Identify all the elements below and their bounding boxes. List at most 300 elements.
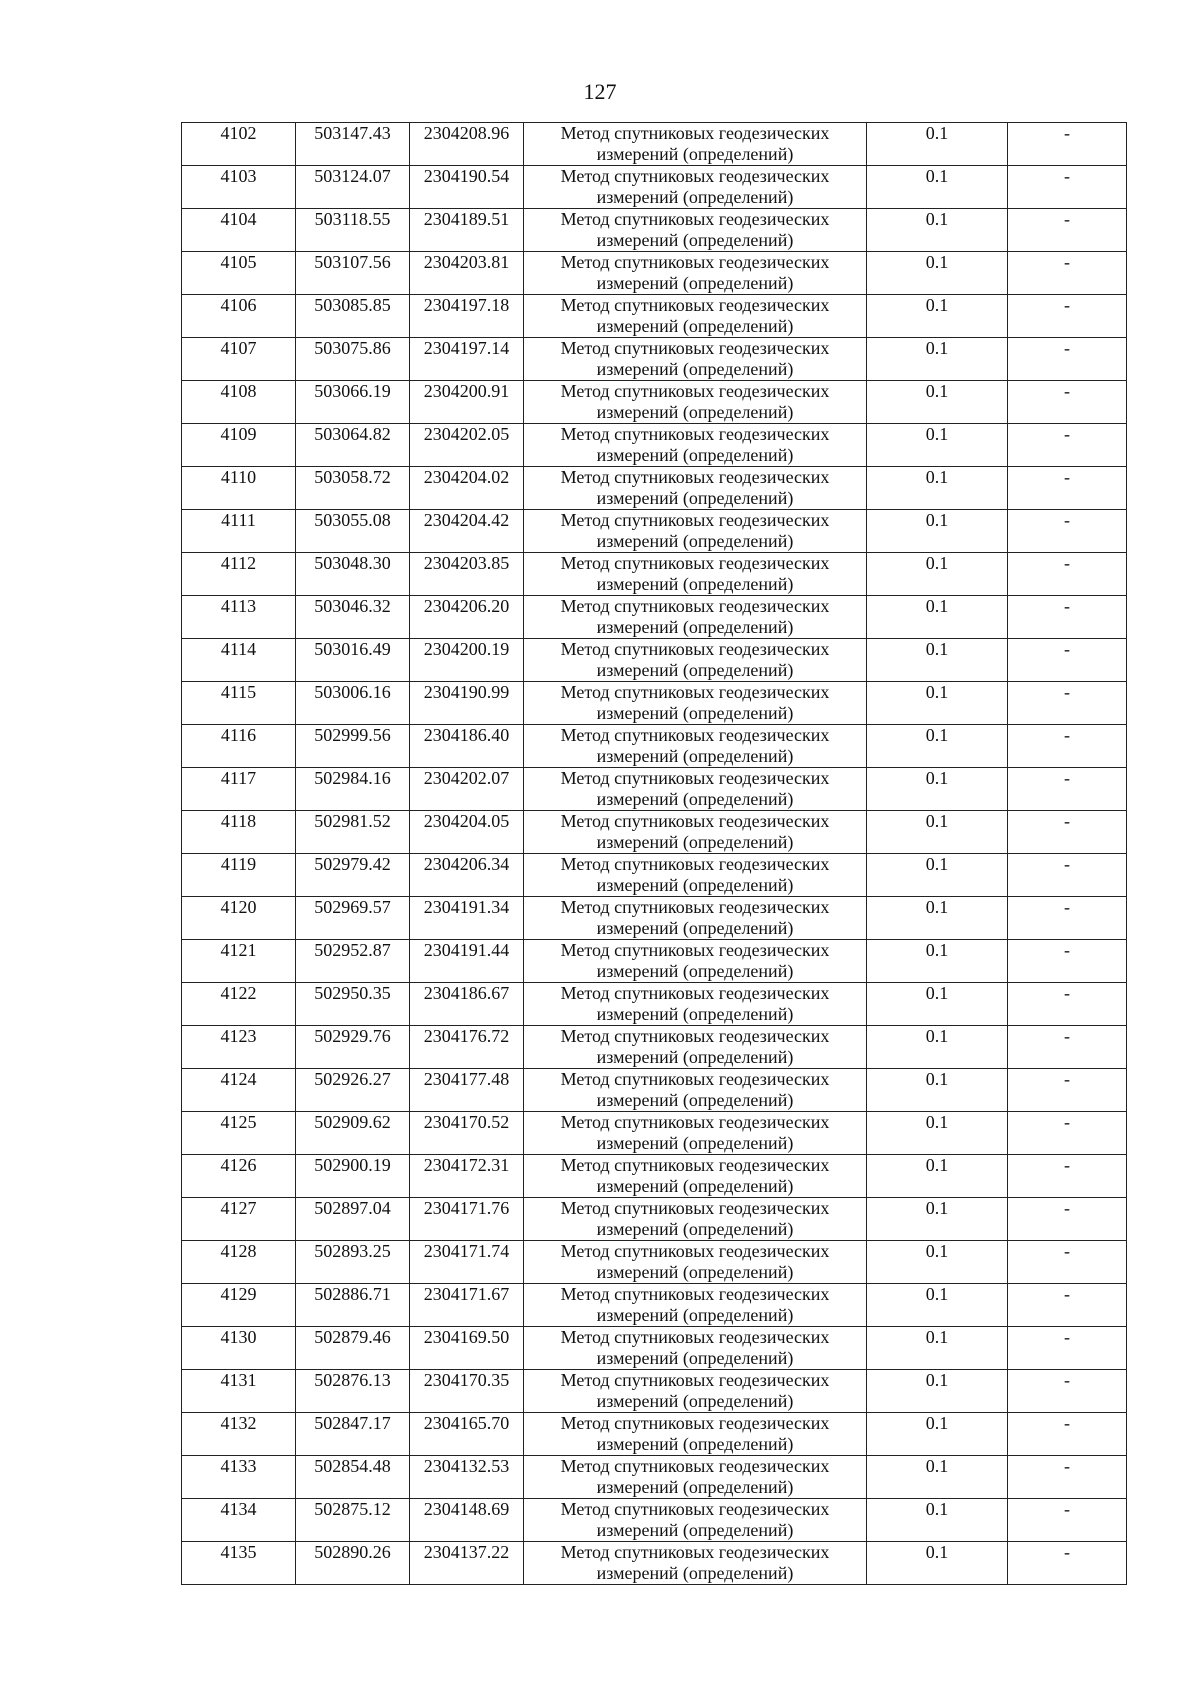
y-coordinate-cell: 2304132.53 — [410, 1456, 524, 1499]
method-line-2: измерений (определений) — [596, 1219, 794, 1239]
method-cell — [524, 940, 867, 983]
accuracy-cell: 0.1 — [867, 510, 1008, 553]
y-coordinate-cell: 2304165.70 — [410, 1413, 524, 1456]
table-row — [182, 553, 1127, 596]
point-number-cell: 4107 — [182, 338, 296, 381]
table-row — [182, 983, 1127, 1026]
table-row — [182, 123, 1127, 166]
accuracy-cell: 0.1 — [867, 1155, 1008, 1198]
method-line-1: Метод спутниковых геодезических — [560, 1456, 830, 1476]
method-line-2: измерений (определений) — [596, 574, 794, 594]
method-cell — [524, 166, 867, 209]
method-cell — [524, 510, 867, 553]
point-number-cell: 4131 — [182, 1370, 296, 1413]
accuracy-cell: 0.1 — [867, 252, 1008, 295]
method-cell — [524, 1198, 867, 1241]
table-row — [182, 854, 1127, 897]
y-coordinate-cell: 2304203.85 — [410, 553, 524, 596]
method-line-1: Метод спутниковых геодезических — [560, 252, 830, 272]
method-line-1: Метод спутниковых геодезических — [560, 295, 830, 315]
method-line-1: Метод спутниковых геодезических — [560, 725, 830, 745]
x-coordinate-cell: 503107.56 — [296, 252, 410, 295]
table-row — [182, 1026, 1127, 1069]
x-coordinate-cell: 503118.55 — [296, 209, 410, 252]
method-line-2: измерений (определений) — [596, 1434, 794, 1454]
note-cell: - — [1008, 123, 1127, 166]
note-cell: - — [1008, 897, 1127, 940]
point-number-cell: 4103 — [182, 166, 296, 209]
accuracy-cell: 0.1 — [867, 553, 1008, 596]
y-coordinate-cell: 2304190.99 — [410, 682, 524, 725]
method-line-1: Метод спутниковых геодезических — [560, 1069, 830, 1089]
note-cell: - — [1008, 381, 1127, 424]
point-number-cell: 4106 — [182, 295, 296, 338]
method-cell — [524, 1327, 867, 1370]
table-row — [182, 1370, 1127, 1413]
accuracy-cell: 0.1 — [867, 1370, 1008, 1413]
point-number-cell: 4129 — [182, 1284, 296, 1327]
y-coordinate-cell: 2304206.20 — [410, 596, 524, 639]
x-coordinate-cell: 502929.76 — [296, 1026, 410, 1069]
table-row — [182, 1413, 1127, 1456]
accuracy-cell: 0.1 — [867, 983, 1008, 1026]
y-coordinate-cell: 2304203.81 — [410, 252, 524, 295]
accuracy-cell: 0.1 — [867, 725, 1008, 768]
y-coordinate-cell: 2304172.31 — [410, 1155, 524, 1198]
method-cell — [524, 897, 867, 940]
x-coordinate-cell: 503147.43 — [296, 123, 410, 166]
note-cell: - — [1008, 338, 1127, 381]
y-coordinate-cell: 2304169.50 — [410, 1327, 524, 1370]
method-cell — [524, 1112, 867, 1155]
method-cell — [524, 1155, 867, 1198]
point-number-cell: 4121 — [182, 940, 296, 983]
y-coordinate-cell: 2304208.96 — [410, 123, 524, 166]
method-line-2: измерений (определений) — [596, 230, 794, 250]
method-line-1: Метод спутниковых геодезических — [560, 381, 830, 401]
y-coordinate-cell: 2304197.14 — [410, 338, 524, 381]
x-coordinate-cell: 503058.72 — [296, 467, 410, 510]
note-cell: - — [1008, 1327, 1127, 1370]
method-line-2: измерений (определений) — [596, 832, 794, 852]
method-cell — [524, 811, 867, 854]
accuracy-cell: 0.1 — [867, 596, 1008, 639]
x-coordinate-cell: 502981.52 — [296, 811, 410, 854]
note-cell: - — [1008, 166, 1127, 209]
point-number-cell: 4130 — [182, 1327, 296, 1370]
method-line-1: Метод спутниковых геодезических — [560, 1370, 830, 1390]
note-cell: - — [1008, 1499, 1127, 1542]
point-number-cell: 4115 — [182, 682, 296, 725]
x-coordinate-cell: 502854.48 — [296, 1456, 410, 1499]
method-line-1: Метод спутниковых геодезических — [560, 639, 830, 659]
point-number-cell: 4111 — [182, 510, 296, 553]
method-cell — [524, 467, 867, 510]
method-cell — [524, 768, 867, 811]
point-number-cell: 4127 — [182, 1198, 296, 1241]
point-number-cell: 4123 — [182, 1026, 296, 1069]
method-line-1: Метод спутниковых геодезических — [560, 1542, 830, 1562]
table-row — [182, 1327, 1127, 1370]
x-coordinate-cell: 503124.07 — [296, 166, 410, 209]
coordinates-table — [181, 122, 1127, 1585]
table-row — [182, 596, 1127, 639]
table-row — [182, 725, 1127, 768]
accuracy-cell: 0.1 — [867, 811, 1008, 854]
y-coordinate-cell: 2304191.34 — [410, 897, 524, 940]
x-coordinate-cell: 503055.08 — [296, 510, 410, 553]
table-row — [182, 811, 1127, 854]
table-row — [182, 682, 1127, 725]
method-line-2: измерений (определений) — [596, 789, 794, 809]
table-row — [182, 1241, 1127, 1284]
accuracy-cell: 0.1 — [867, 1327, 1008, 1370]
table-row — [182, 639, 1127, 682]
point-number-cell: 4113 — [182, 596, 296, 639]
accuracy-cell: 0.1 — [867, 123, 1008, 166]
table-row — [182, 209, 1127, 252]
y-coordinate-cell: 2304200.91 — [410, 381, 524, 424]
method-line-1: Метод спутниковых геодезических — [560, 338, 830, 358]
point-number-cell: 4124 — [182, 1069, 296, 1112]
note-cell: - — [1008, 467, 1127, 510]
point-number-cell: 4133 — [182, 1456, 296, 1499]
method-line-1: Метод спутниковых геодезических — [560, 510, 830, 530]
accuracy-cell: 0.1 — [867, 940, 1008, 983]
y-coordinate-cell: 2304137.22 — [410, 1542, 524, 1585]
x-coordinate-cell: 502847.17 — [296, 1413, 410, 1456]
method-cell — [524, 1456, 867, 1499]
note-cell: - — [1008, 1155, 1127, 1198]
method-cell — [524, 381, 867, 424]
x-coordinate-cell: 503006.16 — [296, 682, 410, 725]
y-coordinate-cell: 2304204.42 — [410, 510, 524, 553]
method-line-2: измерений (определений) — [596, 617, 794, 637]
accuracy-cell: 0.1 — [867, 682, 1008, 725]
x-coordinate-cell: 502897.04 — [296, 1198, 410, 1241]
method-line-2: измерений (определений) — [596, 1348, 794, 1368]
x-coordinate-cell: 502999.56 — [296, 725, 410, 768]
note-cell: - — [1008, 1069, 1127, 1112]
method-line-1: Метод спутниковых геодезических — [560, 1499, 830, 1519]
method-line-2: измерений (определений) — [596, 1090, 794, 1110]
method-line-1: Метод спутниковых геодезических — [560, 1413, 830, 1433]
accuracy-cell: 0.1 — [867, 338, 1008, 381]
note-cell: - — [1008, 1198, 1127, 1241]
method-line-1: Метод спутниковых геодезических — [560, 1284, 830, 1304]
accuracy-cell: 0.1 — [867, 166, 1008, 209]
method-line-1: Метод спутниковых геодезических — [560, 811, 830, 831]
method-cell — [524, 424, 867, 467]
note-cell: - — [1008, 424, 1127, 467]
method-line-2: измерений (определений) — [596, 1176, 794, 1196]
method-cell — [524, 1413, 867, 1456]
method-line-1: Метод спутниковых геодезических — [560, 553, 830, 573]
y-coordinate-cell: 2304204.02 — [410, 467, 524, 510]
method-line-2: измерений (определений) — [596, 402, 794, 422]
method-cell — [524, 1370, 867, 1413]
method-line-2: измерений (определений) — [596, 703, 794, 723]
accuracy-cell: 0.1 — [867, 1542, 1008, 1585]
point-number-cell: 4116 — [182, 725, 296, 768]
method-cell — [524, 725, 867, 768]
x-coordinate-cell: 502900.19 — [296, 1155, 410, 1198]
y-coordinate-cell: 2304191.44 — [410, 940, 524, 983]
x-coordinate-cell: 502952.87 — [296, 940, 410, 983]
y-coordinate-cell: 2304176.72 — [410, 1026, 524, 1069]
accuracy-cell: 0.1 — [867, 1456, 1008, 1499]
x-coordinate-cell: 503085.85 — [296, 295, 410, 338]
note-cell: - — [1008, 1241, 1127, 1284]
table-row — [182, 1112, 1127, 1155]
method-line-2: измерений (определений) — [596, 187, 794, 207]
method-line-2: измерений (определений) — [596, 875, 794, 895]
method-cell — [524, 252, 867, 295]
y-coordinate-cell: 2304190.54 — [410, 166, 524, 209]
accuracy-cell: 0.1 — [867, 854, 1008, 897]
method-line-1: Метод спутниковых геодезических — [560, 854, 830, 874]
x-coordinate-cell: 502979.42 — [296, 854, 410, 897]
accuracy-cell: 0.1 — [867, 467, 1008, 510]
note-cell: - — [1008, 682, 1127, 725]
x-coordinate-cell: 502893.25 — [296, 1241, 410, 1284]
note-cell: - — [1008, 209, 1127, 252]
point-number-cell: 4108 — [182, 381, 296, 424]
method-line-1: Метод спутниковых геодезических — [560, 1241, 830, 1261]
table-body — [182, 123, 1127, 1585]
method-line-2: измерений (определений) — [596, 660, 794, 680]
x-coordinate-cell: 503048.30 — [296, 553, 410, 596]
method-cell — [524, 295, 867, 338]
table-row — [182, 381, 1127, 424]
table-row — [182, 940, 1127, 983]
accuracy-cell: 0.1 — [867, 1069, 1008, 1112]
accuracy-cell: 0.1 — [867, 897, 1008, 940]
method-line-1: Метод спутниковых геодезических — [560, 209, 830, 229]
table-row — [182, 295, 1127, 338]
y-coordinate-cell: 2304204.05 — [410, 811, 524, 854]
y-coordinate-cell: 2304197.18 — [410, 295, 524, 338]
method-line-1: Метод спутниковых геодезических — [560, 1155, 830, 1175]
method-line-1: Метод спутниковых геодезических — [560, 1112, 830, 1132]
y-coordinate-cell: 2304189.51 — [410, 209, 524, 252]
x-coordinate-cell: 503066.19 — [296, 381, 410, 424]
accuracy-cell: 0.1 — [867, 1241, 1008, 1284]
method-cell — [524, 1069, 867, 1112]
method-line-2: измерений (определений) — [596, 1047, 794, 1067]
method-line-2: измерений (определений) — [596, 316, 794, 336]
point-number-cell: 4126 — [182, 1155, 296, 1198]
method-line-1: Метод спутниковых геодезических — [560, 1198, 830, 1218]
x-coordinate-cell: 502879.46 — [296, 1327, 410, 1370]
method-line-1: Метод спутниковых геодезических — [560, 166, 830, 186]
x-coordinate-cell: 502890.26 — [296, 1542, 410, 1585]
accuracy-cell: 0.1 — [867, 639, 1008, 682]
table-row — [182, 768, 1127, 811]
method-cell — [524, 1241, 867, 1284]
accuracy-cell: 0.1 — [867, 295, 1008, 338]
accuracy-cell: 0.1 — [867, 1198, 1008, 1241]
point-number-cell: 4135 — [182, 1542, 296, 1585]
accuracy-cell: 0.1 — [867, 424, 1008, 467]
method-line-2: измерений (определений) — [596, 488, 794, 508]
y-coordinate-cell: 2304200.19 — [410, 639, 524, 682]
point-number-cell: 4120 — [182, 897, 296, 940]
method-cell — [524, 1499, 867, 1542]
note-cell: - — [1008, 854, 1127, 897]
note-cell: - — [1008, 1542, 1127, 1585]
method-line-2: измерений (определений) — [596, 1004, 794, 1024]
method-line-2: измерений (определений) — [596, 1262, 794, 1282]
point-number-cell: 4119 — [182, 854, 296, 897]
x-coordinate-cell: 503016.49 — [296, 639, 410, 682]
y-coordinate-cell: 2304202.05 — [410, 424, 524, 467]
table-row — [182, 1499, 1127, 1542]
x-coordinate-cell: 502909.62 — [296, 1112, 410, 1155]
x-coordinate-cell: 502886.71 — [296, 1284, 410, 1327]
method-line-2: измерений (определений) — [596, 359, 794, 379]
note-cell: - — [1008, 1026, 1127, 1069]
method-cell — [524, 983, 867, 1026]
method-cell — [524, 639, 867, 682]
y-coordinate-cell: 2304170.35 — [410, 1370, 524, 1413]
method-line-2: измерений (определений) — [596, 961, 794, 981]
method-line-2: измерений (определений) — [596, 1520, 794, 1540]
method-line-2: измерений (определений) — [596, 445, 794, 465]
accuracy-cell: 0.1 — [867, 1284, 1008, 1327]
table-row — [182, 897, 1127, 940]
x-coordinate-cell: 502875.12 — [296, 1499, 410, 1542]
table-row — [182, 1456, 1127, 1499]
method-cell — [524, 596, 867, 639]
method-line-2: измерений (определений) — [596, 1477, 794, 1497]
point-number-cell: 4112 — [182, 553, 296, 596]
method-cell — [524, 1284, 867, 1327]
accuracy-cell: 0.1 — [867, 1499, 1008, 1542]
y-coordinate-cell: 2304206.34 — [410, 854, 524, 897]
method-line-1: Метод спутниковых геодезических — [560, 682, 830, 702]
table-row — [182, 1069, 1127, 1112]
accuracy-cell: 0.1 — [867, 1413, 1008, 1456]
y-coordinate-cell: 2304177.48 — [410, 1069, 524, 1112]
x-coordinate-cell: 502984.16 — [296, 768, 410, 811]
point-number-cell: 4105 — [182, 252, 296, 295]
y-coordinate-cell: 2304202.07 — [410, 768, 524, 811]
method-cell — [524, 854, 867, 897]
accuracy-cell: 0.1 — [867, 209, 1008, 252]
note-cell: - — [1008, 1284, 1127, 1327]
point-number-cell: 4132 — [182, 1413, 296, 1456]
table-row — [182, 424, 1127, 467]
point-number-cell: 4122 — [182, 983, 296, 1026]
x-coordinate-cell: 502876.13 — [296, 1370, 410, 1413]
accuracy-cell: 0.1 — [867, 768, 1008, 811]
y-coordinate-cell: 2304186.40 — [410, 725, 524, 768]
method-line-1: Метод спутниковых геодезических — [560, 123, 830, 143]
accuracy-cell: 0.1 — [867, 1026, 1008, 1069]
method-line-1: Метод спутниковых геодезических — [560, 1026, 830, 1046]
note-cell: - — [1008, 596, 1127, 639]
x-coordinate-cell: 503046.32 — [296, 596, 410, 639]
point-number-cell: 4128 — [182, 1241, 296, 1284]
method-line-1: Метод спутниковых геодезических — [560, 424, 830, 444]
method-cell — [524, 553, 867, 596]
note-cell: - — [1008, 1413, 1127, 1456]
accuracy-cell: 0.1 — [867, 1112, 1008, 1155]
point-number-cell: 4125 — [182, 1112, 296, 1155]
point-number-cell: 4102 — [182, 123, 296, 166]
note-cell: - — [1008, 768, 1127, 811]
method-line-1: Метод спутниковых геодезических — [560, 897, 830, 917]
table-row — [182, 1198, 1127, 1241]
method-line-2: измерений (определений) — [596, 273, 794, 293]
method-cell — [524, 123, 867, 166]
note-cell: - — [1008, 1112, 1127, 1155]
table-row — [182, 510, 1127, 553]
x-coordinate-cell: 503064.82 — [296, 424, 410, 467]
table-row — [182, 1155, 1127, 1198]
x-coordinate-cell: 502926.27 — [296, 1069, 410, 1112]
x-coordinate-cell: 503075.86 — [296, 338, 410, 381]
point-number-cell: 4117 — [182, 768, 296, 811]
note-cell: - — [1008, 1370, 1127, 1413]
point-number-cell: 4110 — [182, 467, 296, 510]
y-coordinate-cell: 2304171.67 — [410, 1284, 524, 1327]
method-line-2: измерений (определений) — [596, 1305, 794, 1325]
method-line-2: измерений (определений) — [596, 144, 794, 164]
method-line-1: Метод спутниковых геодезических — [560, 768, 830, 788]
page-number: 127 — [583, 79, 617, 104]
x-coordinate-cell: 502950.35 — [296, 983, 410, 1026]
y-coordinate-cell: 2304171.74 — [410, 1241, 524, 1284]
point-number-cell: 4104 — [182, 209, 296, 252]
table-row — [182, 252, 1127, 295]
note-cell: - — [1008, 510, 1127, 553]
method-cell — [524, 338, 867, 381]
y-coordinate-cell: 2304170.52 — [410, 1112, 524, 1155]
table-row — [182, 166, 1127, 209]
note-cell: - — [1008, 725, 1127, 768]
method-line-2: измерений (определений) — [596, 1563, 794, 1583]
method-line-2: измерений (определений) — [596, 918, 794, 938]
accuracy-cell: 0.1 — [867, 381, 1008, 424]
y-coordinate-cell: 2304171.76 — [410, 1198, 524, 1241]
point-number-cell: 4134 — [182, 1499, 296, 1542]
method-line-1: Метод спутниковых геодезических — [560, 596, 830, 616]
method-line-1: Метод спутниковых геодезических — [560, 940, 830, 960]
point-number-cell: 4118 — [182, 811, 296, 854]
method-line-2: измерений (определений) — [596, 1391, 794, 1411]
method-line-1: Метод спутниковых геодезических — [560, 1327, 830, 1347]
note-cell: - — [1008, 940, 1127, 983]
method-cell — [524, 1026, 867, 1069]
note-cell: - — [1008, 983, 1127, 1026]
note-cell: - — [1008, 295, 1127, 338]
table-row — [182, 338, 1127, 381]
note-cell: - — [1008, 1456, 1127, 1499]
note-cell: - — [1008, 252, 1127, 295]
point-number-cell: 4109 — [182, 424, 296, 467]
point-number-cell: 4114 — [182, 639, 296, 682]
method-cell — [524, 1542, 867, 1585]
method-cell — [524, 209, 867, 252]
method-line-2: измерений (определений) — [596, 1133, 794, 1153]
note-cell: - — [1008, 639, 1127, 682]
method-line-1: Метод спутниковых геодезических — [560, 467, 830, 487]
note-cell: - — [1008, 811, 1127, 854]
method-cell — [524, 682, 867, 725]
table-row — [182, 1284, 1127, 1327]
